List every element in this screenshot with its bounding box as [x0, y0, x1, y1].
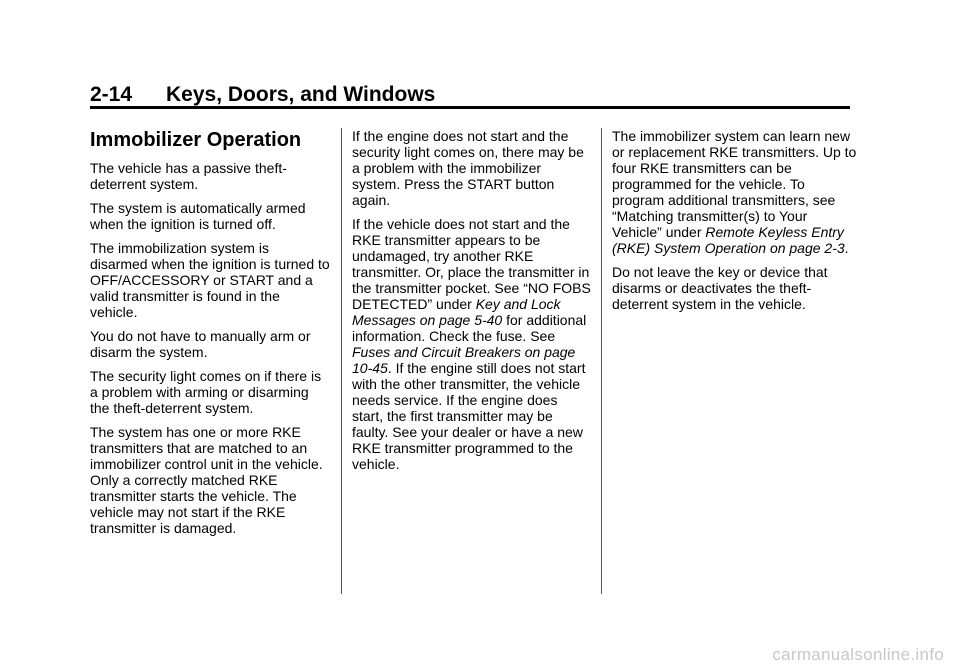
paragraph: You do not have to manually arm or disarm the system. [90, 328, 311, 360]
cross-reference-link[interactable]: Remote Keyless Entry (RKE) System Operation on page 2-3 [612, 224, 845, 256]
paragraph [612, 128, 858, 256]
paragraph: The vehicle has a passive theft-deterrent system. [90, 160, 287, 192]
paragraph [352, 216, 592, 472]
header-rule [90, 106, 850, 109]
paragraph: The security light comes on if there is a problem with arming or disarming the theft-deterrent system. [90, 368, 322, 416]
page-header [90, 82, 850, 108]
section-title: Keys, Doors, and Windows [166, 83, 436, 106]
page-number: 2-14 [90, 83, 133, 106]
column-3 [612, 128, 858, 320]
paragraph: Do not leave the key or device that disarms or deactivates the theft-deterrent system in the vehicle. [612, 264, 828, 312]
column-1 [90, 128, 330, 544]
section-heading: Immobilizer Operation [90, 129, 302, 151]
paragraph: The immobilization system is disarmed when the ignition is turned to OFF/ACCESSORY or START and a valid transmitter is found in the vehicle. [90, 240, 330, 320]
column-divider-1 [341, 128, 342, 594]
text-run: . If the engine still does not start with the other transmitter, the vehicle needs service. If the engine does start, the first transmitter may be faulty. See your dealer or have a new RKE transmitter programmed to the vehicle. [352, 360, 586, 472]
paragraph: The system has one or more RKE transmitters that are matched to an immobilizer control unit in the vehicle. Only a correctly matched RKE transmitter starts the vehicle. The vehicle may not start if the RKE transmitter is damaged. [90, 424, 323, 536]
column-divider-2 [601, 128, 602, 594]
paragraph: The system is automatically armed when the ignition is turned off. [90, 200, 306, 232]
paragraph: If the engine does not start and the security light comes on, there may be a problem with the immobilizer system. Press the START button again. [352, 128, 584, 208]
watermark: carmanualsonline.info [772, 645, 944, 664]
cross-reference-link[interactable]: Key and Lock Messages on page 5-40 [352, 296, 561, 328]
text-run: . [844, 240, 849, 256]
text-run: The immobilizer system can learn new or replacement RKE transmitters. Up to four RKE transmitters can be programmed for the vehicle. To program additional transmitters, see “Matching transmitter(s) to Your Vehicle” under [612, 128, 857, 240]
cross-reference-link[interactable]: Fuses and Circuit Breakers on page 10-45 [352, 344, 576, 376]
text-run: If the vehicle does not start and the RKE transmitter appears to be undamaged, try another RKE transmitter. Or, place the transmitter in the transmitter pocket. See “NO FOBS DETECTED” under [352, 216, 591, 312]
column-2 [352, 128, 592, 480]
text-run: for additional information. Check the fuse. See [352, 312, 587, 344]
